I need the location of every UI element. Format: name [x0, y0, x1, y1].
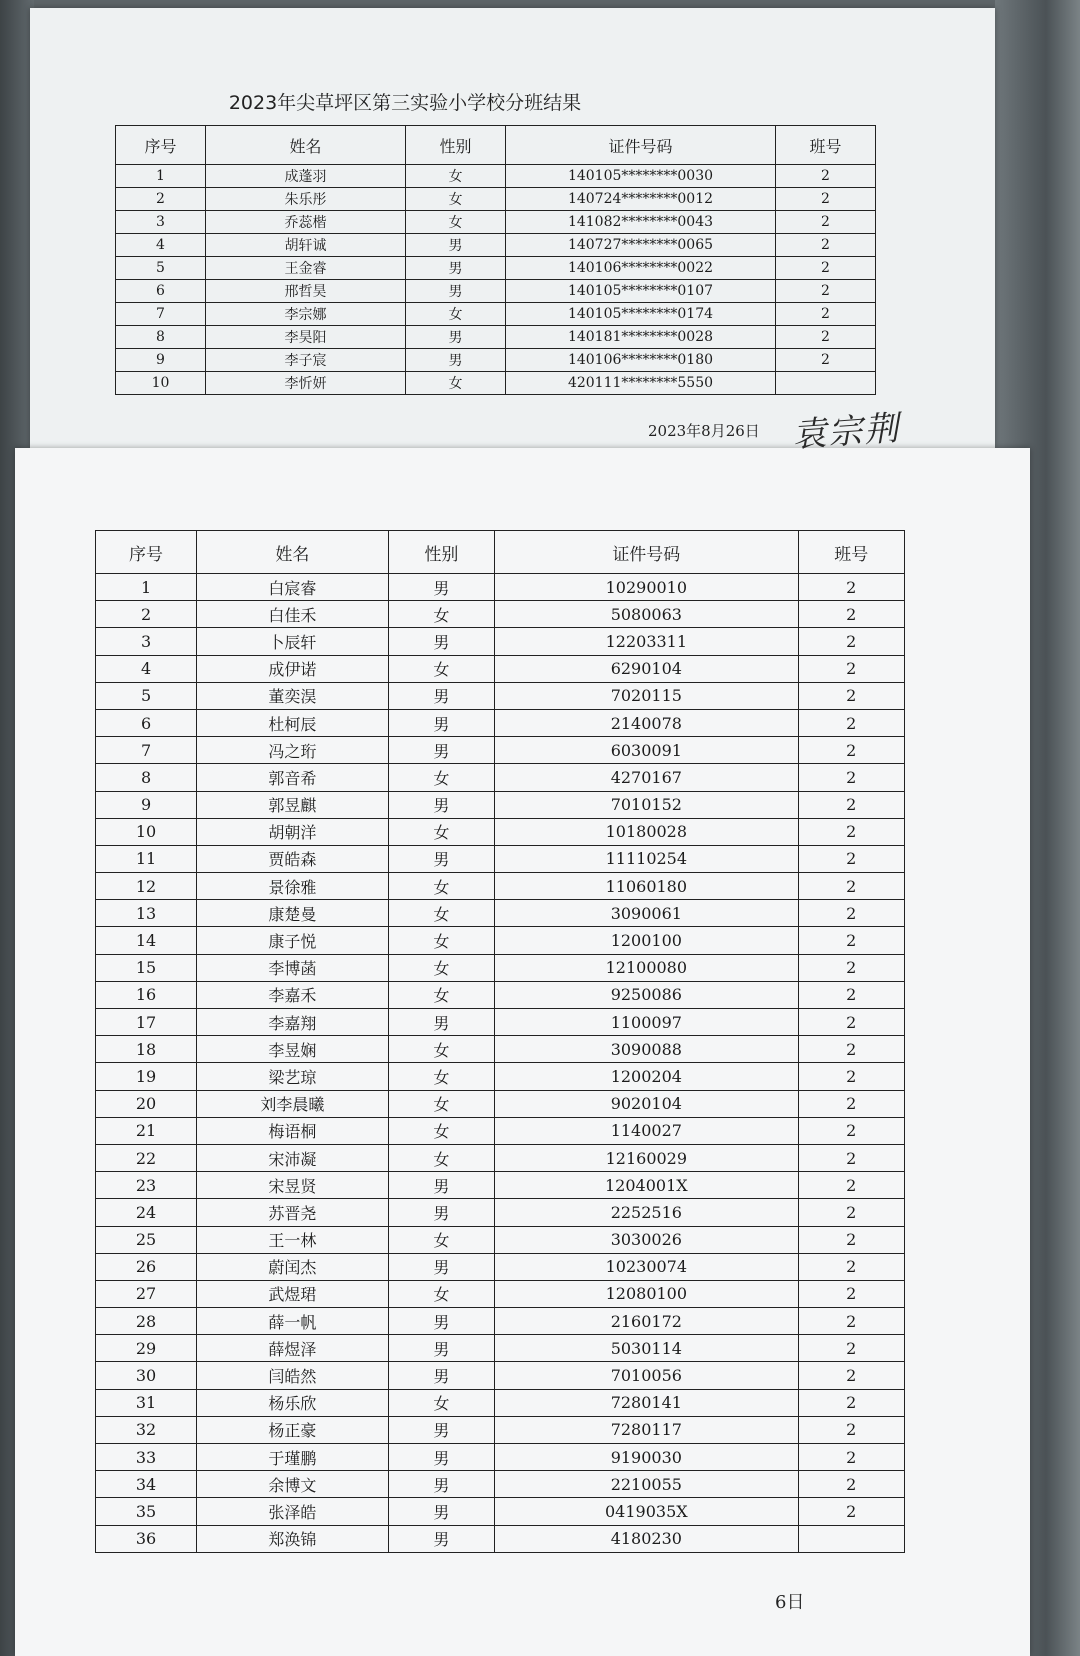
cell-name: 乔蕊楷: [206, 211, 406, 234]
table-row: [96, 873, 905, 900]
cell-index: 27: [96, 1280, 197, 1307]
cell-class: 2: [798, 873, 905, 900]
cell-index: 31: [96, 1389, 197, 1416]
cell-class: 2: [798, 764, 905, 791]
cell-index: 19: [96, 1063, 197, 1090]
cell-name: 宋昱贤: [197, 1172, 389, 1199]
table-header-row: [116, 126, 876, 165]
cell-class: 2: [798, 1199, 905, 1226]
cell-id-number: 7010152: [495, 791, 798, 818]
cell-name: 杨乐欣: [197, 1389, 389, 1416]
cell-id-number: 1200204: [495, 1063, 798, 1090]
table-row: [96, 682, 905, 709]
cell-id-number: 4270167: [495, 764, 798, 791]
cell-class: 2: [798, 1362, 905, 1389]
cell-gender: 女: [388, 1226, 494, 1253]
header-gender: 性别: [388, 531, 494, 574]
table-row: [96, 1498, 905, 1525]
cell-class: 2: [798, 1416, 905, 1443]
cell-id-number: 3030026: [495, 1226, 798, 1253]
table-row: [96, 845, 905, 872]
cell-gender: 男: [388, 628, 494, 655]
cell-id-number: 7020115: [495, 682, 798, 709]
cell-class: 2: [798, 601, 905, 628]
cell-name: 薛煜泽: [197, 1335, 389, 1362]
cell-name: 刘李晨曦: [197, 1090, 389, 1117]
cell-name: 余博文: [197, 1471, 389, 1498]
cell-id-number: 11060180: [495, 873, 798, 900]
cell-gender: 男: [388, 1172, 494, 1199]
table-row: [116, 257, 876, 280]
cell-name: 王金睿: [206, 257, 406, 280]
cell-index: 5: [96, 682, 197, 709]
cell-id-number: 140106********0022: [506, 257, 776, 280]
cell-class: 2: [798, 791, 905, 818]
cell-id-number: 141082********0043: [506, 211, 776, 234]
cell-name: 李忻妍: [206, 372, 406, 395]
cell-index: 7: [96, 737, 197, 764]
cell-name: 李嘉禾: [197, 981, 389, 1008]
signing-date: 2023年8月26日: [648, 422, 760, 440]
cell-name: 王一林: [197, 1226, 389, 1253]
cell-name: 邢哲昊: [206, 280, 406, 303]
cell-class: 2: [776, 234, 876, 257]
cell-name: 李子宸: [206, 349, 406, 372]
cell-id-number: 6030091: [495, 737, 798, 764]
cell-name: 景徐雅: [197, 873, 389, 900]
cell-class: 2: [798, 682, 905, 709]
header-class: 班号: [776, 126, 876, 165]
table-row: [96, 1308, 905, 1335]
cell-class: 2: [798, 1280, 905, 1307]
table-row: [96, 791, 905, 818]
header-name: 姓名: [197, 531, 389, 574]
cell-class: 2: [798, 1226, 905, 1253]
cell-gender: 男: [388, 709, 494, 736]
cell-index: 20: [96, 1090, 197, 1117]
table-row: [96, 628, 905, 655]
cell-class: 2: [798, 737, 905, 764]
cell-name: 李昱娴: [197, 1036, 389, 1063]
cell-gender: 男: [388, 1308, 494, 1335]
header-index: 序号: [116, 126, 206, 165]
cell-name: 杜柯辰: [197, 709, 389, 736]
cell-name: 李博菡: [197, 954, 389, 981]
cell-index: 1: [116, 165, 206, 188]
cell-gender: 女: [388, 818, 494, 845]
cell-index: 1: [96, 574, 197, 601]
cell-class: 2: [798, 1444, 905, 1471]
cell-index: 18: [96, 1036, 197, 1063]
cell-class: 2: [798, 1090, 905, 1117]
cell-class: 2: [798, 927, 905, 954]
cell-name: 康楚曼: [197, 900, 389, 927]
header-gender: 性别: [406, 126, 506, 165]
table-row: [96, 818, 905, 845]
cell-class: [798, 1525, 905, 1552]
table-row: [116, 211, 876, 234]
cell-gender: 女: [388, 601, 494, 628]
cell-name: 梁艺琼: [197, 1063, 389, 1090]
cell-class: 2: [798, 1335, 905, 1362]
cell-name: 于瑾鹏: [197, 1444, 389, 1471]
cell-name: 朱乐彤: [206, 188, 406, 211]
cell-name: 郭音希: [197, 764, 389, 791]
cell-gender: 男: [388, 1253, 494, 1280]
table-row: [116, 326, 876, 349]
table-row: [96, 1009, 905, 1036]
cell-gender: 男: [406, 257, 506, 280]
cell-id-number: 140105********0107: [506, 280, 776, 303]
table-row: [96, 1090, 905, 1117]
cell-id-number: 2160172: [495, 1308, 798, 1335]
table-row: [116, 303, 876, 326]
cell-gender: 女: [388, 1389, 494, 1416]
cell-class: 2: [798, 1389, 905, 1416]
cell-class: 2: [776, 257, 876, 280]
cell-gender: 男: [388, 1444, 494, 1471]
cell-id-number: 7010056: [495, 1362, 798, 1389]
table-row: [96, 900, 905, 927]
cell-name: 李昊阳: [206, 326, 406, 349]
cell-id-number: 3090088: [495, 1036, 798, 1063]
cell-class: 2: [798, 628, 905, 655]
cell-class: 2: [798, 655, 905, 682]
cell-class: 2: [798, 1471, 905, 1498]
cell-name: 成伊诺: [197, 655, 389, 682]
header-name: 姓名: [206, 126, 406, 165]
table-row: [116, 372, 876, 395]
cell-name: 张泽皓: [197, 1498, 389, 1525]
cell-gender: 男: [388, 1009, 494, 1036]
header-class: 班号: [798, 531, 905, 574]
cell-index: 21: [96, 1117, 197, 1144]
cell-index: 22: [96, 1144, 197, 1171]
cell-class: 2: [798, 1036, 905, 1063]
cell-index: 9: [96, 791, 197, 818]
table-row: [116, 280, 876, 303]
cell-gender: 男: [388, 1335, 494, 1362]
table-row: [116, 188, 876, 211]
cell-gender: 女: [388, 1063, 494, 1090]
cell-index: 8: [116, 326, 206, 349]
table-row: [96, 1172, 905, 1199]
cell-class: 2: [776, 349, 876, 372]
page-note: 6日: [775, 1592, 805, 1613]
cell-index: 34: [96, 1471, 197, 1498]
cell-class: 2: [798, 1172, 905, 1199]
cell-gender: 男: [388, 1498, 494, 1525]
cell-gender: 女: [406, 372, 506, 395]
cell-id-number: 5080063: [495, 601, 798, 628]
cell-index: 2: [116, 188, 206, 211]
cell-gender: 男: [388, 1362, 494, 1389]
top-class-assignment-table: [115, 125, 876, 395]
cell-class: 2: [798, 1498, 905, 1525]
table-row: [96, 1253, 905, 1280]
cell-name: 武煜珺: [197, 1280, 389, 1307]
cell-id-number: 2210055: [495, 1471, 798, 1498]
cell-name: 郑涣锦: [197, 1525, 389, 1552]
cell-gender: 女: [388, 981, 494, 1008]
cell-name: 杨正豪: [197, 1416, 389, 1443]
cell-id-number: 9190030: [495, 1444, 798, 1471]
cell-index: 29: [96, 1335, 197, 1362]
cell-index: 28: [96, 1308, 197, 1335]
header-index: 序号: [96, 531, 197, 574]
cell-gender: 男: [388, 845, 494, 872]
cell-id-number: 140105********0174: [506, 303, 776, 326]
cell-gender: 女: [388, 1280, 494, 1307]
bottom-class-assignment-table: [95, 530, 905, 1553]
cell-gender: 男: [388, 1471, 494, 1498]
cell-name: 蔚闰杰: [197, 1253, 389, 1280]
cell-id-number: 3090061: [495, 900, 798, 927]
cell-index: 8: [96, 764, 197, 791]
cell-class: 2: [798, 845, 905, 872]
table-row: [96, 1280, 905, 1307]
cell-index: 30: [96, 1362, 197, 1389]
cell-class: 2: [776, 280, 876, 303]
cell-id-number: 140724********0012: [506, 188, 776, 211]
cell-name: 白佳禾: [197, 601, 389, 628]
cell-index: 4: [116, 234, 206, 257]
cell-index: 5: [116, 257, 206, 280]
table-row: [96, 1444, 905, 1471]
cell-name: 李宗娜: [206, 303, 406, 326]
cell-class: 2: [798, 900, 905, 927]
table-row: [96, 1144, 905, 1171]
handwritten-signature: 袁宗荆: [790, 408, 902, 456]
cell-name: 董奕淏: [197, 682, 389, 709]
cell-index: 4: [96, 655, 197, 682]
cell-index: 2: [96, 601, 197, 628]
cell-index: 3: [96, 628, 197, 655]
cell-class: 2: [798, 1253, 905, 1280]
cell-gender: 女: [406, 211, 506, 234]
cell-id-number: 1100097: [495, 1009, 798, 1036]
cell-gender: 女: [388, 1117, 494, 1144]
cell-index: 9: [116, 349, 206, 372]
cell-index: 24: [96, 1199, 197, 1226]
cell-id-number: 9020104: [495, 1090, 798, 1117]
cell-index: 23: [96, 1172, 197, 1199]
table-row: [96, 1036, 905, 1063]
cell-id-number: 7280117: [495, 1416, 798, 1443]
cell-name: 薛一帆: [197, 1308, 389, 1335]
cell-id-number: 140181********0028: [506, 326, 776, 349]
table-row: [96, 601, 905, 628]
table-row: [96, 1389, 905, 1416]
cell-name: 卜辰轩: [197, 628, 389, 655]
table-row: [116, 234, 876, 257]
cell-index: 33: [96, 1444, 197, 1471]
cell-name: 贾皓森: [197, 845, 389, 872]
cell-gender: 男: [388, 682, 494, 709]
cell-gender: 男: [388, 791, 494, 818]
cell-id-number: 9250086: [495, 981, 798, 1008]
cell-gender: 女: [406, 165, 506, 188]
cell-class: 2: [798, 1063, 905, 1090]
cell-index: 36: [96, 1525, 197, 1552]
cell-gender: 男: [388, 1199, 494, 1226]
cell-index: 13: [96, 900, 197, 927]
cell-index: 11: [96, 845, 197, 872]
bottom-table-body: [96, 574, 905, 1553]
cell-id-number: 12100080: [495, 954, 798, 981]
cell-id-number: 10180028: [495, 818, 798, 845]
cell-gender: 女: [388, 764, 494, 791]
cell-id-number: 1204001X: [495, 1172, 798, 1199]
cell-gender: 女: [388, 900, 494, 927]
cell-name: 冯之珩: [197, 737, 389, 764]
cell-id-number: 12080100: [495, 1280, 798, 1307]
table-header-row: [96, 531, 905, 574]
cell-index: 32: [96, 1416, 197, 1443]
cell-name: 郭昱麒: [197, 791, 389, 818]
cell-class: [776, 372, 876, 395]
cell-id-number: 6290104: [495, 655, 798, 682]
table-row: [96, 709, 905, 736]
cell-index: 17: [96, 1009, 197, 1036]
cell-gender: 女: [388, 927, 494, 954]
cell-class: 2: [798, 1009, 905, 1036]
cell-name: 成蓬羽: [206, 165, 406, 188]
cell-id-number: 12160029: [495, 1144, 798, 1171]
table-row: [96, 574, 905, 601]
cell-gender: 男: [406, 234, 506, 257]
table-row: [96, 1117, 905, 1144]
cell-index: 12: [96, 873, 197, 900]
cell-id-number: 5030114: [495, 1335, 798, 1362]
table-row: [96, 1416, 905, 1443]
cell-gender: 男: [406, 326, 506, 349]
table-row: [96, 1525, 905, 1552]
cell-class: 2: [798, 981, 905, 1008]
cell-gender: 男: [406, 280, 506, 303]
cell-name: 苏晋尧: [197, 1199, 389, 1226]
cell-class: 2: [798, 818, 905, 845]
cell-id-number: 10230074: [495, 1253, 798, 1280]
cell-gender: 女: [406, 303, 506, 326]
table-row: [96, 927, 905, 954]
cell-id-number: 7280141: [495, 1389, 798, 1416]
cell-class: 2: [776, 165, 876, 188]
header-id-number: 证件号码: [495, 531, 798, 574]
cell-id-number: 1200100: [495, 927, 798, 954]
cell-index: 14: [96, 927, 197, 954]
table-row: [96, 737, 905, 764]
cell-id-number: 2252516: [495, 1199, 798, 1226]
cell-class: 2: [776, 326, 876, 349]
cell-id-number: 140106********0180: [506, 349, 776, 372]
cell-gender: 女: [388, 655, 494, 682]
cell-index: 3: [116, 211, 206, 234]
cell-name: 闫皓然: [197, 1362, 389, 1389]
cell-gender: 男: [406, 349, 506, 372]
table-row: [96, 981, 905, 1008]
cell-gender: 女: [388, 1036, 494, 1063]
cell-id-number: 140727********0065: [506, 234, 776, 257]
top-table-body: [116, 165, 876, 395]
cell-index: 15: [96, 954, 197, 981]
cell-name: 胡轩诚: [206, 234, 406, 257]
cell-name: 李嘉翔: [197, 1009, 389, 1036]
cell-class: 2: [798, 1144, 905, 1171]
cell-id-number: 12203311: [495, 628, 798, 655]
cell-name: 白宸睿: [197, 574, 389, 601]
cell-id-number: 11110254: [495, 845, 798, 872]
table-row: [96, 764, 905, 791]
table-row: [96, 1063, 905, 1090]
cell-name: 宋沛凝: [197, 1144, 389, 1171]
cell-gender: 男: [388, 1416, 494, 1443]
cell-index: 25: [96, 1226, 197, 1253]
table-row: [116, 165, 876, 188]
cell-name: 康子悦: [197, 927, 389, 954]
cell-index: 10: [116, 372, 206, 395]
table-row: [96, 1335, 905, 1362]
cell-id-number: 0419035X: [495, 1498, 798, 1525]
cell-name: 胡朝洋: [197, 818, 389, 845]
cell-index: 16: [96, 981, 197, 1008]
cell-index: 35: [96, 1498, 197, 1525]
table-row: [96, 1471, 905, 1498]
table-row: [96, 1226, 905, 1253]
table-row: [96, 1199, 905, 1226]
cell-class: 2: [776, 303, 876, 326]
cell-class: 2: [798, 954, 905, 981]
cell-class: 2: [798, 574, 905, 601]
cell-index: 6: [116, 280, 206, 303]
cell-id-number: 140105********0030: [506, 165, 776, 188]
table-row: [116, 349, 876, 372]
cell-gender: 女: [388, 1090, 494, 1117]
table-row: [96, 1362, 905, 1389]
cell-id-number: 2140078: [495, 709, 798, 736]
cell-gender: 男: [388, 1525, 494, 1552]
cell-id-number: 1140027: [495, 1117, 798, 1144]
cell-id-number: 4180230: [495, 1525, 798, 1552]
cell-index: 7: [116, 303, 206, 326]
document-title: 2023年尖草坪区第三实验小学校分班结果: [228, 92, 582, 114]
cell-gender: 女: [388, 954, 494, 981]
cell-id-number: 420111********5550: [506, 372, 776, 395]
cell-id-number: 10290010: [495, 574, 798, 601]
cell-class: 2: [776, 188, 876, 211]
cell-class: 2: [798, 1308, 905, 1335]
cell-class: 2: [798, 709, 905, 736]
header-id-number: 证件号码: [506, 126, 776, 165]
cell-index: 6: [96, 709, 197, 736]
cell-name: 梅语桐: [197, 1117, 389, 1144]
cell-gender: 男: [388, 737, 494, 764]
table-row: [96, 655, 905, 682]
cell-gender: 男: [388, 574, 494, 601]
cell-class: 2: [798, 1117, 905, 1144]
cell-class: 2: [776, 211, 876, 234]
cell-gender: 女: [388, 1144, 494, 1171]
cell-gender: 女: [406, 188, 506, 211]
cell-index: 10: [96, 818, 197, 845]
cell-index: 26: [96, 1253, 197, 1280]
cell-gender: 女: [388, 873, 494, 900]
table-row: [96, 954, 905, 981]
